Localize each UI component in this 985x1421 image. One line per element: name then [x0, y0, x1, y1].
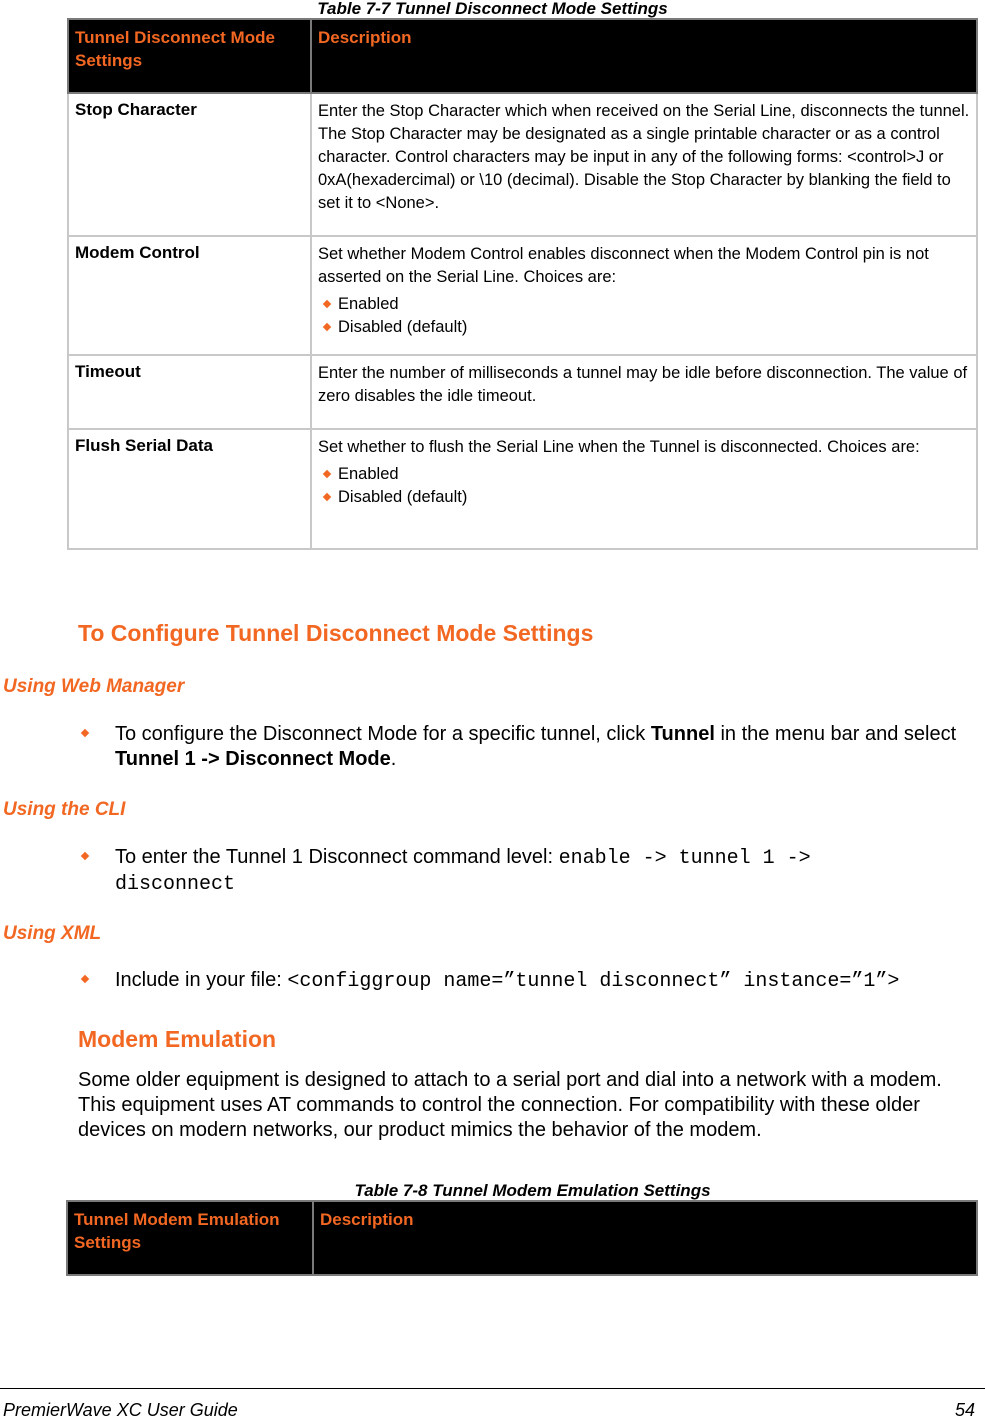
diamond-bullet-icon [323, 300, 331, 308]
table-row [68, 93, 977, 236]
setting-name: Timeout [68, 355, 311, 429]
list-item [318, 316, 970, 339]
table-caption: Table 7-8 Tunnel Modem Emulation Settings [354, 1181, 711, 1200]
table-header-row [67, 1201, 977, 1275]
web-manager-instruction [115, 722, 975, 772]
choice-label: Disabled (default) [338, 318, 468, 336]
diamond-bullet-icon [323, 470, 331, 478]
xml-subheading: Using XML [3, 923, 102, 944]
footer-title: PremierWave XC User Guide [3, 1400, 238, 1420]
instruction-text: To configure the Disconnect Mode for a specific tunnel, click [115, 723, 651, 745]
cli-subheading: Using the CLI [3, 799, 126, 820]
setting-description: Set whether to flush the Serial Line when the Tunnel is disconnected. Choices are: [318, 438, 920, 456]
header-settings: Tunnel Disconnect Mode Settings [68, 19, 311, 93]
table-row [68, 355, 977, 429]
instruction-text: . [390, 748, 397, 770]
list-item [318, 463, 970, 486]
diamond-bullet-icon [81, 729, 89, 737]
setting-name: Flush Serial Data [68, 429, 311, 549]
setting-description: Set whether Modem Control enables disconnect when the Modem Control pin is not asserted on the Serial Line. Choices are: [318, 245, 929, 286]
table-row [68, 236, 977, 355]
setting-description-cell [311, 236, 977, 355]
xml-snippet: <configgroup name=”tunnel disconnect” instance=”1”> [287, 970, 900, 993]
setting-description: Enter the Stop Character which when received on the Serial Line, disconnects the tunnel. The Stop Character may be designated as a single printable character or as a control character. Control characters may be input in any of the following forms: <control>J or 0xA(hexadercimal) or \10 (decimal). Disable the Stop Character by blanking the field to set it to <None>. [311, 93, 977, 236]
table-caption: Table 7-7 Tunnel Disconnect Mode Settings [317, 0, 668, 18]
cli-instruction [115, 845, 875, 897]
header-description: Description [313, 1201, 977, 1275]
diamond-bullet-icon [81, 975, 89, 983]
setting-description-cell [311, 429, 977, 549]
setting-name: Modem Control [68, 236, 311, 355]
list-item [318, 486, 970, 509]
diamond-bullet-icon [81, 852, 89, 860]
modem-emulation-heading: Modem Emulation [78, 1026, 277, 1052]
table-header-row [68, 19, 977, 93]
cli-command: enable -> tunnel 1 -> disconnect [115, 847, 811, 896]
instruction-text: Include in your file: [115, 969, 288, 991]
diamond-bullet-icon [323, 493, 331, 501]
choice-label: Disabled (default) [338, 488, 468, 506]
instruction-text: in the menu bar and select [714, 723, 957, 745]
setting-name: Stop Character [68, 93, 311, 236]
choice-list [318, 463, 970, 509]
choice-list [318, 293, 970, 339]
list-item [318, 293, 970, 316]
web-manager-subheading: Using Web Manager [3, 676, 185, 697]
disconnect-settings-table [67, 18, 978, 550]
modem-emulation-table [66, 1200, 978, 1276]
page-number: 54 [954, 1400, 975, 1420]
table-row [68, 429, 977, 549]
instruction-text: To enter the Tunnel 1 Disconnect command level: [115, 846, 559, 868]
header-description: Description [311, 19, 977, 93]
setting-description: Enter the number of milliseconds a tunnel may be idle before disconnection. The value of zero disables the idle timeout. [311, 355, 977, 429]
footer-divider [0, 1388, 985, 1389]
choice-label: Enabled [338, 465, 399, 483]
instruction-bold: Tunnel [650, 723, 715, 745]
choice-label: Enabled [338, 295, 399, 313]
instruction-bold: Tunnel 1 -> Disconnect Mode [115, 748, 391, 770]
header-settings: Tunnel Modem Emulation Settings [67, 1201, 313, 1275]
xml-instruction [115, 968, 975, 994]
modem-emulation-paragraph: Some older equipment is designed to attach to a serial port and dial into a network with a modem. This equipment uses AT commands to control the connection. For compatibility with these older devices on modern networks, our product mimics the behavior of the modem. [78, 1069, 942, 1141]
diamond-bullet-icon [323, 323, 331, 331]
configure-heading: To Configure Tunnel Disconnect Mode Settings [78, 620, 594, 646]
